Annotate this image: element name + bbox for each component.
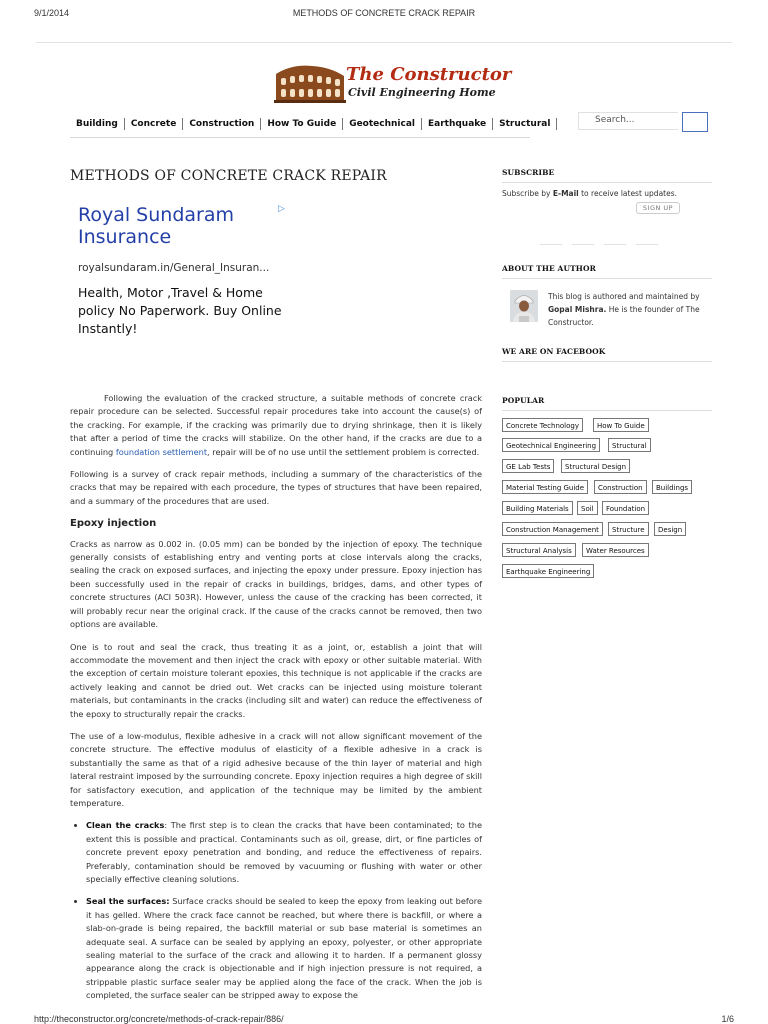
sidebar-facebook <box>502 347 712 362</box>
site-logo[interactable] <box>272 60 512 106</box>
author-avatar <box>510 290 538 322</box>
paragraph-survey: Following is a survey of crack repair methods, including a summary of the characteristics of the cracks that may be repaired with each procedure, the types of structures that have been repaired, and a summary of the procedures that are used. <box>70 469 482 506</box>
tag-design[interactable]: Design <box>654 522 686 536</box>
search-button[interactable] <box>682 112 708 132</box>
nav-building[interactable]: Building <box>76 119 118 129</box>
list-item: • Seal the surfaces: Surface cracks should be sealed to keep the epoxy from leaking out before it has gelled. Where the crack face cannot be reached, but where there is backfill, or where a slab-on-grade is being repaired, the backfill material or sub base material is sometimes an adequate seal. A surface can be sealed by applying an epoxy, polyester, or other appropriate sealing material to the surface of the crack and allowing it to harden. If a permanent glossy appearance along the crack is objectionable and if high injection pressure is not required, a strippable plastic surface sealer may be applied along the face of the crack. When the job is completed, the surface sealer can be stripped away to expose the <box>86 895 482 1002</box>
ad-url[interactable]: royalsundaram.in/General_Insuran... <box>78 262 270 274</box>
author-text: This blog is authored and maintained by Gopal Mishra. He is the founder of The Constructor. <box>548 292 700 327</box>
nav-structural[interactable]: Structural <box>492 118 557 130</box>
print-url: http://theconstructor.org/concrete/methods-of-crack-repair/886/ <box>34 1014 284 1024</box>
article-title: METHODS OF CONCRETE CRACK REPAIR <box>70 168 387 184</box>
ad-title[interactable]: Royal Sundaram Insurance <box>78 204 234 248</box>
email-link[interactable]: E-Mail <box>552 189 579 198</box>
subscribe-dividers <box>540 230 668 249</box>
tag-construction-management[interactable]: Construction Management <box>502 522 603 536</box>
top-divider <box>36 42 732 43</box>
tag-earthquake-engineering[interactable]: Earthquake Engineering <box>502 564 594 578</box>
tag-water-resources[interactable]: Water Resources <box>582 543 649 557</box>
tag-ge-lab-tests[interactable]: GE Lab Tests <box>502 459 554 473</box>
tag-concrete-technology[interactable]: Concrete Technology <box>502 418 583 432</box>
sidebar-author <box>502 264 712 279</box>
popular-heading: POPULAR <box>502 396 545 405</box>
tag-foundation[interactable]: Foundation <box>602 501 649 515</box>
paragraph-intro: Following the evaluation of the cracked structure, a suitable methods of concrete crack repair procedure can be selected. Successful repair procedures take into account the cause(s) of the cracking. For example, if the cracking was primarily due to drying shrinkage, then it is likely that after a period of time the cracks will stabilize. On the other hand, if the cracks are due to a continuing foundation settlement, repair will be of no use until the settlement problem is corrected. <box>70 393 482 457</box>
steps-list <box>70 819 482 1002</box>
author-heading: ABOUT THE AUTHOR <box>502 264 596 273</box>
tag-construction[interactable]: Construction <box>594 480 647 494</box>
search-input[interactable]: Search... <box>578 112 678 130</box>
ad-text: Health, Motor ,Travel & Home policy No Paperwork. Buy Online Instantly! <box>78 285 282 336</box>
nav-geotechnical[interactable]: Geotechnical <box>342 118 421 130</box>
subscribe-text: Subscribe by E-Mail to receive latest updates. <box>502 189 678 198</box>
ad-block[interactable] <box>78 204 293 338</box>
subscribe-heading: SUBSCRIBE <box>502 168 555 177</box>
sidebar-subscribe <box>502 168 712 212</box>
tag-structure[interactable]: Structure <box>608 522 649 536</box>
signup-button[interactable]: SIGN UP <box>636 202 680 214</box>
colosseum-logo-icon <box>272 60 348 104</box>
nav-how-to-guide[interactable]: How To Guide <box>260 118 342 130</box>
paragraph-epoxy-3: The use of a low-modulus, flexible adhesive in a crack will not allow significant movement of the concrete structure. The effective modulus of elasticity of a flexible adhesive in a crack is substantially the same as that of a rigid adhesive because of the thin layer of material and high lateral restraint imposed by the surrounding concrete. Epoxy injection requires a high degree of skill for satisfactory execution, and application of the technique may be limited by the ambient temperature. <box>70 730 482 808</box>
tag-buildings[interactable]: Buildings <box>652 480 692 494</box>
foundation-settlement-link[interactable]: foundation settlement <box>115 446 208 457</box>
print-title: METHODS OF CONCRETE CRACK REPAIR <box>292 8 476 18</box>
tag-soil[interactable]: Soil <box>577 501 598 515</box>
heading-epoxy-injection: Epoxy injection <box>70 518 157 530</box>
tag-structural-design[interactable]: Structural Design <box>561 459 630 473</box>
article-body <box>70 392 482 1012</box>
tag-geotechnical-engineering[interactable]: Geotechnical Engineering <box>502 438 600 452</box>
logo-name: The Constructor <box>346 64 512 85</box>
adchoices-icon[interactable]: ▷ <box>278 204 285 214</box>
tag-structural[interactable]: Structural <box>608 438 651 452</box>
main-nav <box>70 116 557 132</box>
print-page-number: 1/6 <box>721 1014 734 1024</box>
paragraph-epoxy-2: One is to rout and seal the crack, thus treating it as a joint, or, establish a joint that will accommodate the movement and then inject the crack with epoxy or other suitable material. With the exception of certain moisture tolerant epoxies, this technique is not applicable if the cracks are actively leaking and cannot be dried out. Wet cracks can be injected using moisture tolerant materials, but contaminants in the cracks (including silt and water) can reduce the effectiveness of the epoxy to structurally repair the cracks. <box>70 641 482 719</box>
facebook-heading: WE ARE ON FACEBOOK <box>502 347 606 356</box>
author-box <box>502 290 712 330</box>
nav-earthquake[interactable]: Earthquake <box>421 118 492 130</box>
author-name[interactable]: Gopal Mishra. <box>548 305 607 314</box>
nav-concrete[interactable]: Concrete <box>124 118 182 130</box>
tag-building-materials[interactable]: Building Materials <box>502 501 573 515</box>
list-item: • Clean the cracks: The first step is to clean the cracks that have been contaminated; to the extent this is possible and practical. Contaminants such as oil, grease, dirt, or fine particles of concrete prevent epoxy penetration and bonding, and reduce the effectiveness of repairs. Preferably, contamination should be removed by vacuuming or flushing with water or other specially effective cleaning solutions. <box>86 819 482 886</box>
print-date: 9/1/2014 <box>34 8 70 18</box>
tag-structural-analysis[interactable]: Structural Analysis <box>502 543 576 557</box>
sidebar-popular <box>502 396 712 411</box>
tag-material-testing-guide[interactable]: Material Testing Guide <box>502 480 588 494</box>
logo-tagline: Civil Engineering Home <box>348 86 496 99</box>
nav-construction[interactable]: Construction <box>182 118 260 130</box>
paragraph-epoxy-1: Cracks as narrow as 0.002 in. (0.05 mm) can be bonded by the injection of epoxy. The technique generally consists of establishing entry and venting ports at close intervals along the cracks, sealing the crack on exposed surfaces, and injecting the epoxy under pressure. Epoxy injection has been successfully used in the repair of cracks in buildings, bridges, dams, and other types of concrete structures (ACI 503R). However, unless the cause of the cracking has been corrected, it will probably recur near the original crack. If the cause of the cracks cannot be removed, then two options are available. <box>70 538 482 630</box>
nav-divider <box>70 137 530 138</box>
tag-how-to-guide[interactable]: How To Guide <box>593 418 649 432</box>
